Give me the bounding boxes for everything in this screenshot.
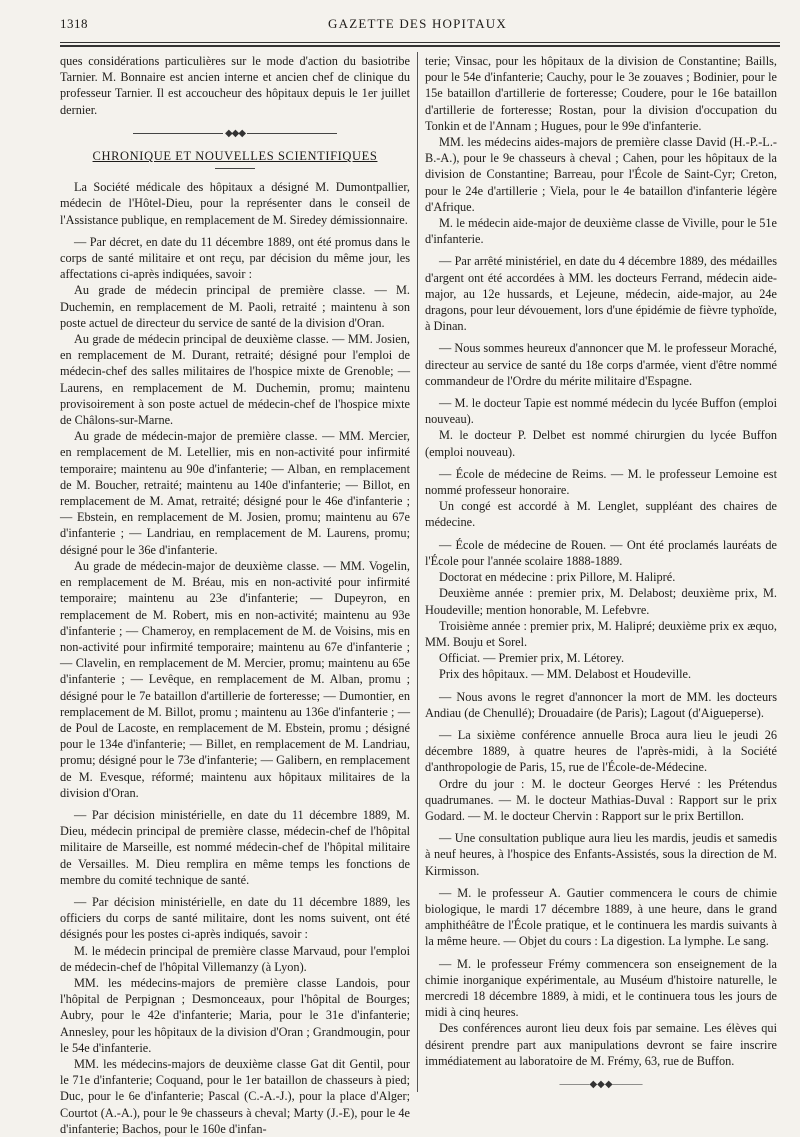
- section-ornament: ◆◆◆: [60, 126, 410, 142]
- paragraph: — Nous avons le regret d'annoncer la mort de MM. les docteurs Andiau (de Chenullé); Drouadaire (de Paris); Lagout (d'Aigueperse).: [425, 689, 777, 720]
- left-column: [60, 53, 410, 1137]
- paragraph: Troisième année : premier prix, M. Halipré; deuxième prix ex æquo, MM. Bouju et Sorel.: [425, 618, 777, 649]
- paragraph: Un congé est accordé à M. Lenglet, suppléant des chaires de médecine.: [425, 499, 777, 530]
- paragraph: M. le médecin aide-major de deuxième classe de Viville, pour le 51e d'infanterie.: [425, 216, 777, 247]
- right-column: [425, 53, 777, 1093]
- paragraph: M. le médecin principal de première classe Marvaud, pour l'emploi de médecin-chef de l'hôpital Villemanzy (à Lyon).: [60, 943, 410, 974]
- paragraph: Doctorat en médecine : prix Pillore, M. Halipré.: [439, 570, 676, 585]
- paragraph: — La sixième conférence annuelle Broca aura lieu le jeudi 26 décembre 1889, à quatre heures de l'après-midi, à la Société d'anthropologie de Paris, 15, rue de l'École-de-Médecine.: [425, 727, 777, 775]
- paragraph: Des conférences auront lieu deux fois par semaine. Les élèves qui désirent prendre part aux manipulations devront se faire inscrire immédiatement au laboratoire de M. Frémy, 63, rue de Buffon.: [425, 1021, 777, 1068]
- paragraph: Au grade de médecin principal de première classe. — M. Duchemin, en remplacement de M. Paoli, retraité ; maintenu à son poste actuel de directeur du service de santé de la division d'Oran.: [60, 283, 410, 330]
- page-number: 1318: [60, 16, 88, 31]
- paragraph: — M. le professeur A. Gautier commencera le cours de chimie biologique, le mardi 17 décembre 1889, à une heure, dans le grand amphithéâtre de l'École pratique, et le continuera les mardis suivants à la même heure. — Objet du cours : La digestion. La lymphe. Le sang.: [425, 885, 777, 949]
- paragraph: Ordre du jour : M. le docteur Georges Hervé : les Prétendus quadrumanes. — M. le docteur Mathias-Duval : Rapport sur le prix Godard. — M. le docteur Chervin : Rapport sur le prix Bertillon.: [425, 776, 777, 823]
- header-rule-thick: [60, 45, 780, 47]
- paragraph: Au grade de médecin-major de deuxième classe. — MM. Vogelin, en remplacement de M. Bréau, mis en non-activité pour infirmité temporaire; maintenu au 23e d'infanterie; — Dupeyron, en remplacement de M. Robert, mis en non-activité; maintenu au 93e d'infanterie ; — Chameroy, en remplacement de M. de Voisins, mis en non-activité pour infirmité temporaire; maintenu au 67e d'infanterie ; — Clavelin, en remplacement de M. Mercier, promu; maintenu au 65e d'infanterie ; — Levêque, en remplacement de M. Alban, promu ; désigné pour le 7e bataillon d'artillerie de forteresse; — Dumontier, en remplacement de M. Billot, promu ; maintenu au 136e d'infanterie ; — de Poul de Lacoste, en remplacement de M. Ebstein, promu ; désigné pour le 134e d'infanterie; — Billet, en remplacement de M. Landriau, promu; désigné pour le 73e d'infanterie; — Galibern, en remplacement de M. Evesque, réformé; maintenu aux hôpitaux militaires de la division d'Oran.: [60, 558, 410, 800]
- paragraph: — Par décision ministérielle, en date du 11 décembre 1889, les officiers du corps de santé militaire, dont les noms suivent, ont été désignés pour les postes ci-après indiqués, savoir :: [60, 894, 410, 942]
- paragraph: — Par arrêté ministériel, en date du 4 décembre 1889, des médailles d'argent ont été accordées à MM. les docteurs Ferrand, médecin aide-major, au 12e hussards, et Lejeune, médecin, aide-major, au 24e dragons, pour leur dévouement, lors d'une épidémie de fièvre typhoïde, à Dinan.: [425, 254, 777, 334]
- paragraph: MM. les médecins-majors de deuxième classe Gat dit Gentil, pour le 71e d'infanterie; Coquand, pour le 1er bataillon de chasseurs à pied; Duc, pour le 6e d'infanterie; Pascal (C.-A.-J.), pour la place d'Alger; Courtot (A.-A.), pour le 9e chasseurs à cheval; Marty (J.-E), pour le 4e d'infanterie; Bachos, pour le 160e d'infan-: [60, 1056, 410, 1136]
- section-title: CHRONIQUE ET NOUVELLES SCIENTIFIQUES: [92, 149, 378, 164]
- paragraph: MM. les médecins-majors de première classe Landois, pour l'hôpital de Perpignan ; Desmonceaux, pour l'hôpital de Bourges; Aubry, pour le 42e d'infanterie; Maria, pour le 31e d'infanterie; Annesley, pour les hôpitaux de la division d'Oran ; Grandmougin, pour le 54e d'infanterie.: [60, 975, 410, 1055]
- paragraph: — École de médecine de Reims. — M. le professeur Lemoine est nommé professeur honoraire.: [425, 466, 777, 498]
- paragraph: Deuxième année : premier prix, M. Delabost; deuxième prix, M. Houdeville; mention honorable, M. Lefebvre.: [425, 586, 777, 617]
- paragraph: — M. le professeur Frémy commencera son enseignement de la chimie inorganique expérimentale, au Muséum d'histoire naturelle, le mercredi 18 décembre 1889, à midi, et le continuera tous les jours de midi à cinq heures.: [425, 956, 777, 1020]
- running-title: GAZETTE DES HOPITAUX: [328, 16, 507, 31]
- page-header: [60, 10, 775, 38]
- intro-paragraph: ques considérations particulières sur le mode d'action du basiotribe Tarnier. M. Bonnaire est ancien interne et ancien chef de clinique du professeur Tarnier. Il est accoucheur des hôpitaux depuis le 1er juillet dernier.: [60, 54, 410, 117]
- paragraph: — Nous sommes heureux d'annoncer que M. le professeur Moraché, directeur au service de santé du 18e corps d'armée, vient d'être nommé commandeur de l'Ordre du mérite militaire d'Espagne.: [425, 341, 777, 388]
- column-divider: [417, 52, 418, 1092]
- paragraph: — Par décision ministérielle, en date du 11 décembre 1889, M. Dieu, médecin principal de première classe, médecin-chef de l'hôpital militaire de Marseille, est nommé médecin-chef de l'hôpital militaire de Versailles. M. Dieu remplira en même temps les fonctions de membre du comité technique de santé.: [60, 807, 410, 887]
- paragraph: La Société médicale des hôpitaux a désigné M. Dumontpallier, médecin de l'Hôtel-Dieu, pour la représenter dans le conseil de l'Assistance publique, en remplacement de M. Siredey démissionnaire.: [60, 180, 410, 227]
- paragraph: terie; Vinsac, pour les hôpitaux de la division de Constantine; Baills, pour le 54e d'infanterie; Cauchy, pour le 3e zouaves ; Bodinier, pour le 15e bataillon d'artillerie de forteresse; Coudere, pour le 16e bataillon d'artillerie de forteresse; Rostan, pour la division d'occupation du Tonkin et de l'Annam ; Hugues, pour le 99e d'infanterie.: [425, 54, 777, 133]
- paragraph: — Une consultation publique aura lieu les mardis, jeudis et samedis à neuf heures, à l'hospice des Enfants-Assistés, sous la direction de M. Kirmisson.: [425, 831, 777, 878]
- header-rule: [60, 42, 780, 43]
- end-ornament: ———◆◆◆———: [559, 1078, 643, 1090]
- paragraph: — M. le docteur Tapie est nommé médecin du lycée Buffon (emploi nouveau).: [425, 396, 777, 427]
- paragraph: Au grade de médecin-major de première classe. — MM. Mercier, en remplacement de M. Letellier, mis en non-activité pour infirmité temporaire; maintenu au 90e d'infanterie; — Alban, en remplacement de M. Boucher, retraité; maintenu au 140e d'infanterie; — Billot, en remplacement de M. Amat, retraité; désigné pour le 46e d'infanterie ; — Ebstein, en remplacement de M. Josien, promu; maintenu au 67e d'infanterie ; — Landriau, en remplacement de M. Laurens, promu; désigné pour le 36e d'infanterie.: [60, 429, 410, 557]
- paragraph: — Par décret, en date du 11 décembre 1889, ont été promus dans le corps de santé militaire et ont reçu, par décision du même jour, les affectations ci-après indiquées, savoir :: [60, 234, 410, 282]
- paragraph: — École de médecine de Rouen. — Ont été proclamés lauréats de l'École pour l'année scolaire 1888-1889.: [425, 537, 777, 568]
- paragraph: Prix des hôpitaux. — MM. Delabost et Houdeville.: [439, 667, 692, 682]
- paragraph: M. le docteur P. Delbet est nommé chirurgien du lycée Buffon (emploi nouveau).: [425, 428, 777, 459]
- paragraph: MM. les médecins aides-majors de première classe David (H.-P.-L.-B.-A.), pour le 9e chasseurs à cheval ; Cahen, pour les hôpitaux de la division de Constantine; Barreau, pour l'École de Saint-Cyr; Creton, pour le 24e d'artillerie ; Viela, pour le 4e bataillon d'infanterie légère d'Afrique.: [425, 135, 777, 214]
- paragraph: Officiat. — Premier prix, M. Létorey.: [439, 651, 625, 666]
- paragraph: Au grade de médecin principal de deuxième classe. — MM. Josien, en remplacement de M. Durant, retraité; désigné pour l'emploi de médecin-chef des salles militaires de l'hospice mixte de Grenoble; — Laurens, en remplacement de M. Duchemin, promu; maintenu provisoirement à son poste actuel de médecin-chef de l'hospice mixte de Châlons-sur-Marne.: [60, 332, 410, 428]
- section-rule: [215, 168, 255, 169]
